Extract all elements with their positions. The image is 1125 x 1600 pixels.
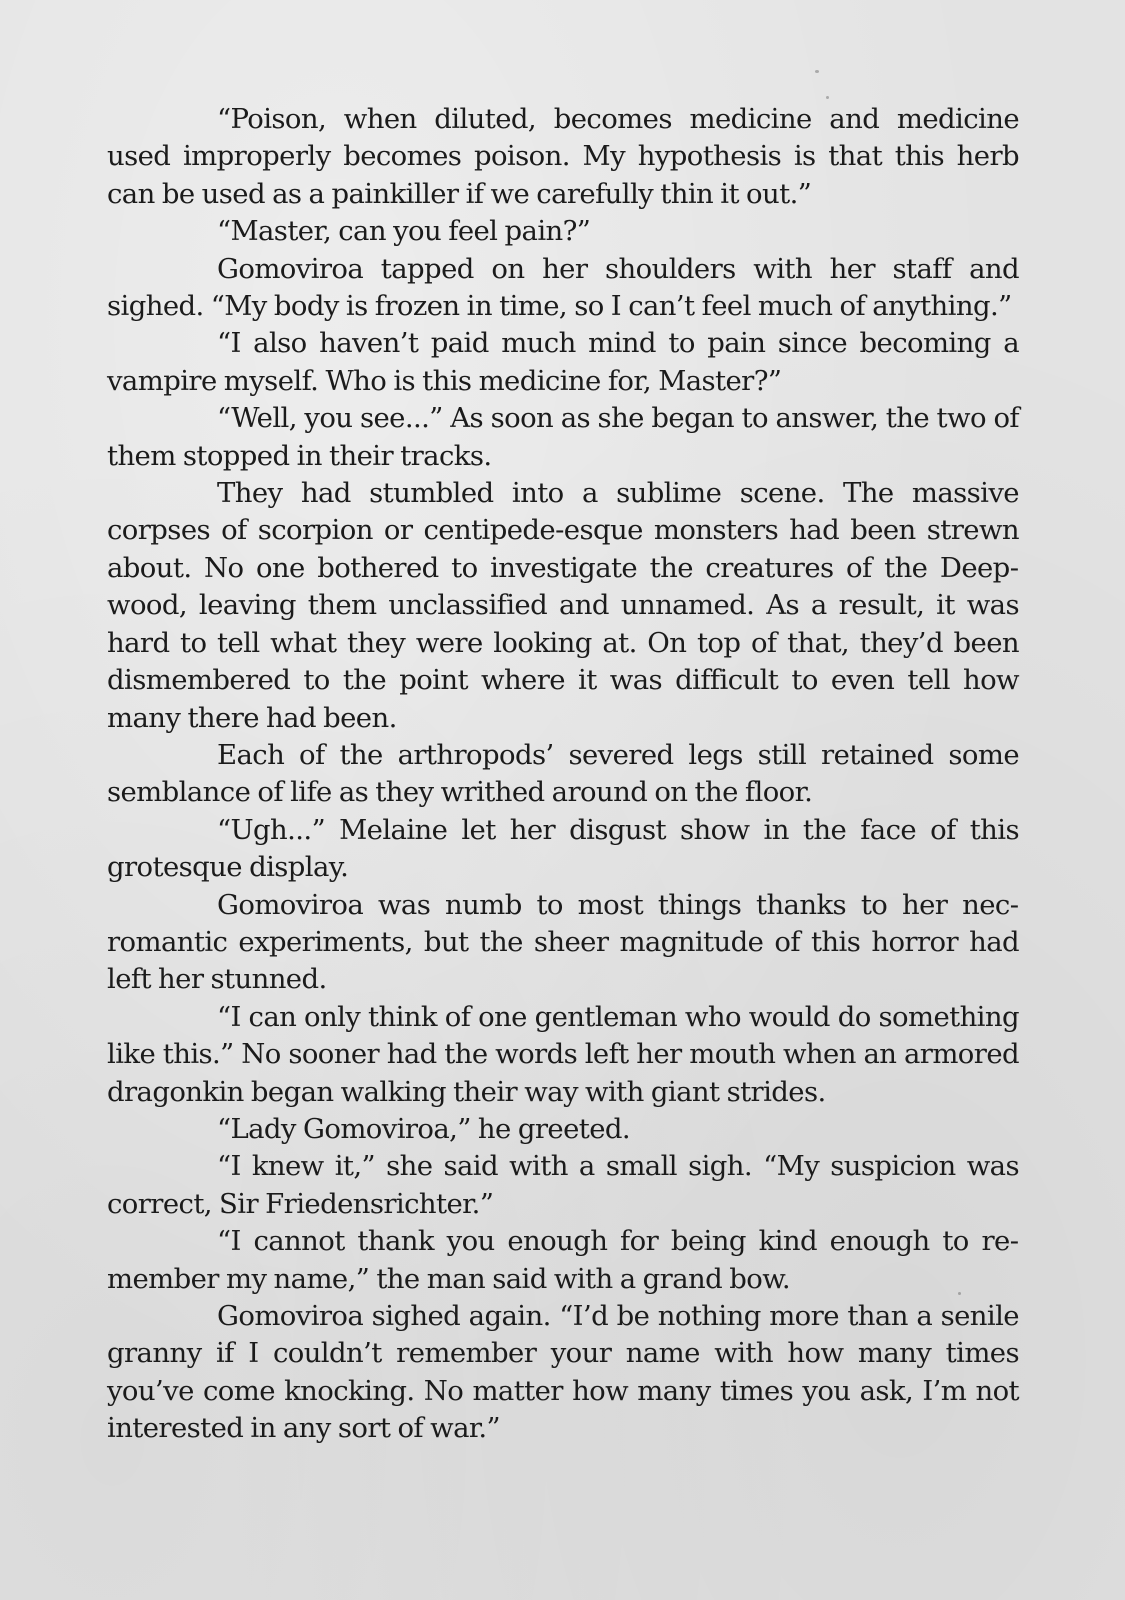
paragraph: “Well, you see...” As soon as she began to answer, the two of them stopped in their tracks. (107, 402, 1019, 472)
paragraph: “I also haven’t paid much mind to pain since becoming a vampire myself. Who is this medicine for, Master?” (107, 327, 1019, 397)
paragraph: “Poison, when diluted, becomes medicine and medicine used improperly becomes poison. My hypothesis is that this herb can be used as a painkiller if we carefully thin it out.” (107, 103, 1019, 210)
paragraph: “I cannot thank you enough for being kind enough to remember my name,” the man said with a grand bow. (107, 1225, 1019, 1295)
paragraph: “I can only think of one gentleman who would do something like this.” No sooner had the words left her mouth when an armored dragonkin began walking their way with giant strides. (107, 1000, 1019, 1108)
paper-speck (826, 96, 829, 99)
paragraph: They had stumbled into a sublime scene. The massive corpses of scorpion or centipede-esque monsters had been strewn about. No one bothered to investigate the creatures of the Deepwood, leaving them unclassified and unnamed. As a result, it was hard to tell what they were looking at. On top of that, they’d been dismembered to the point where it was difficult to even tell how many there had been. (107, 477, 1019, 734)
paragraph: “Lady Gomoviroa,” he greeted. (217, 1112, 631, 1145)
paragraph: Gomoviroa tapped on her shoulders with her staff and sighed. “My body is frozen in time, so I can’t feel much of anything.” (107, 252, 1019, 323)
paragraph: Gomoviroa sighed again. “I’d be nothing more than a senile granny if I couldn’t remember your name with how many times you’ve come knocking. No matter how many times you ask, I’m not interested in any sort of war.” (107, 1300, 1019, 1445)
paragraph: Gomoviroa was numb to most things thanks to her necromantic experiments, but the sheer magnitude of this horror had left her stunned. (107, 888, 1019, 996)
paper-speck (815, 70, 819, 73)
body-text (107, 101, 1019, 1448)
paragraph: “I knew it,” she said with a small sigh. “My suspicion was correct, Sir Friedensrichter.” (107, 1150, 1019, 1220)
paragraph: “Master, can you feel pain?” (217, 215, 591, 248)
paragraph: Each of the arthropods’ severed legs still retained some semblance of life as they writhed around on the floor. (107, 738, 1019, 809)
paragraph: “Ugh...” Melaine let her disgust show in the face of this grotesque display. (107, 813, 1019, 884)
